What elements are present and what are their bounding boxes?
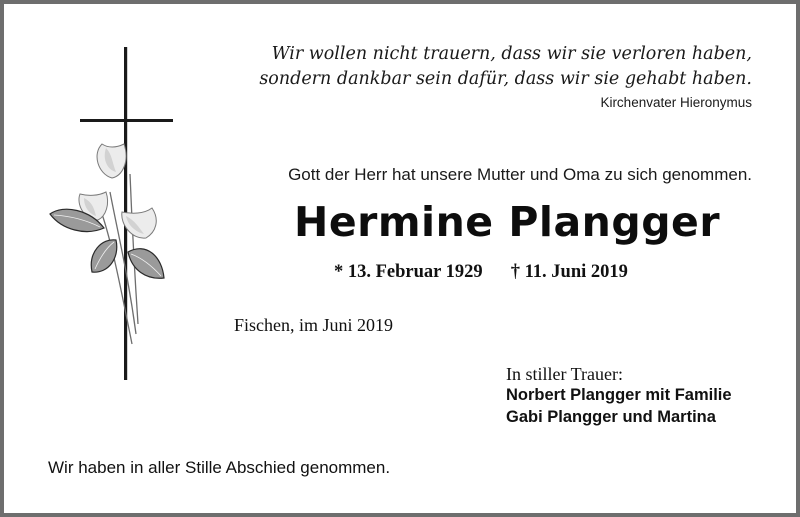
cross-horizontal-beam bbox=[80, 119, 173, 122]
quote-line-1: Wir wollen nicht trauern, dass wir sie verloren haben, bbox=[271, 44, 752, 64]
birth-date: * 13. Februar 1929 bbox=[334, 262, 483, 282]
intro-text: Gott der Herr hat unsere Mutter und Oma zu sich genommen. bbox=[288, 165, 752, 184]
quote-author: Kirchenvater Hieronymus bbox=[600, 95, 752, 110]
place-and-date: Fischen, im Juni 2019 bbox=[234, 315, 394, 335]
quote-line-2: sondern dankbar sein dafür, dass wir sie gehabt haben. bbox=[259, 69, 752, 89]
mourner-name: Gabi Plangger und Martina bbox=[506, 408, 716, 426]
mourning-label: In stiller Trauer: bbox=[506, 364, 623, 384]
closing-text: Wir haben in aller Stille Abschied genommen. bbox=[48, 458, 391, 477]
deceased-name: Hermine Plangger bbox=[294, 198, 721, 246]
cross-with-calla-lily-icon bbox=[40, 44, 200, 394]
quote-text bbox=[259, 42, 752, 92]
death-date: † 11. Juni 2019 bbox=[510, 262, 628, 282]
life-dates bbox=[334, 262, 628, 283]
mourner-name: Norbert Plangger mit Familie bbox=[506, 386, 732, 404]
